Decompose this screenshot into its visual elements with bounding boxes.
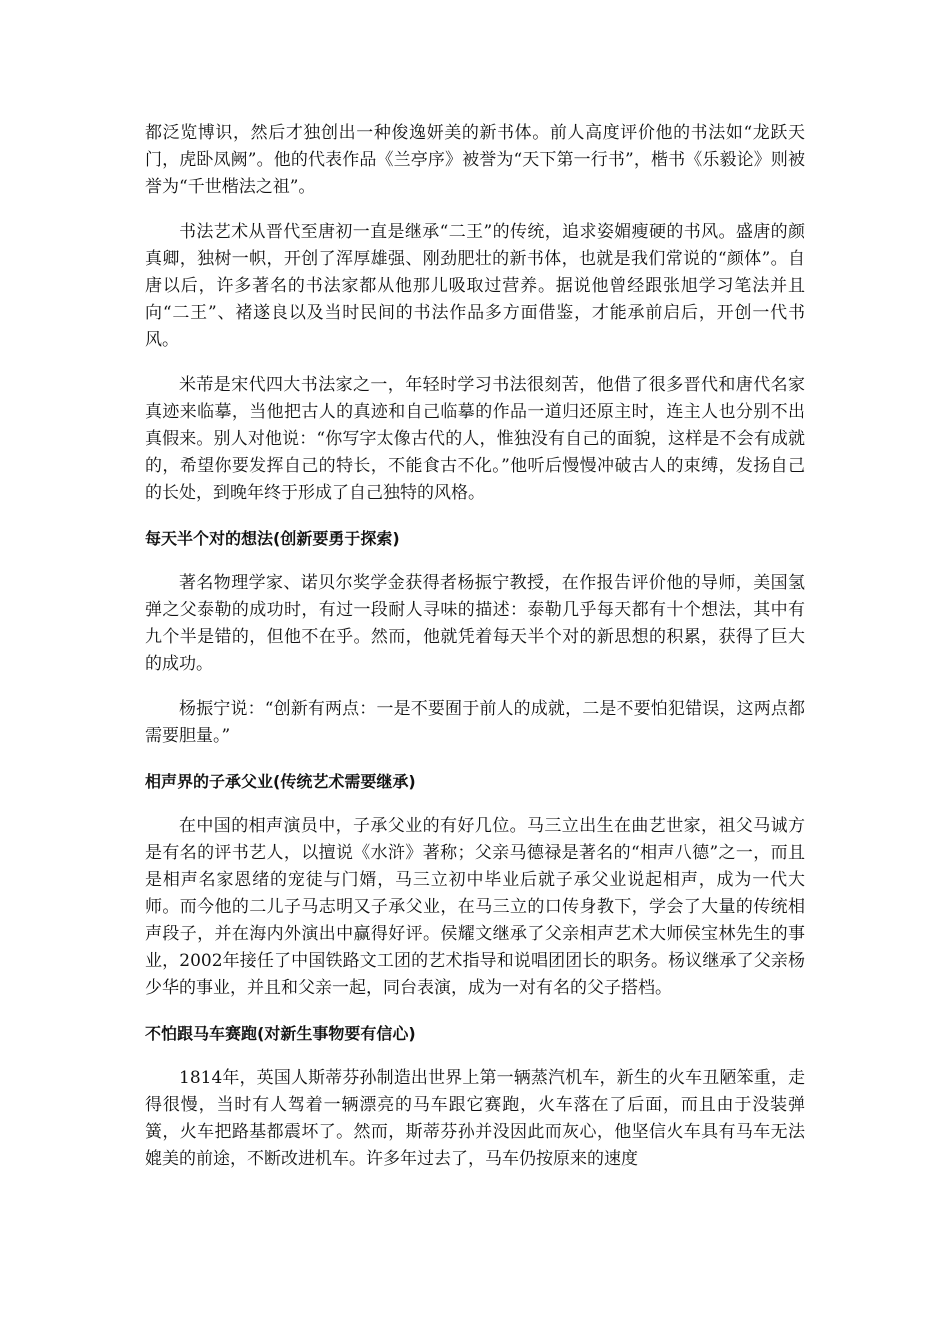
paragraph-teller: 著名物理学家、诺贝尔奖学金获得者杨振宁教授，在作报告评价他的导师，美国氢弹之父泰勒的成功时，有过一段耐人寻味的描述：泰勒几乎每天都有十个想法，其中有九个半是错的，但他不在乎。然而，他就凭着每天半个对的新思想的积累，获得了巨大的成功。	[145, 573, 805, 674]
section-heading-innovation: 每天半个对的想法(创新要勇于探索)	[145, 529, 400, 548]
paragraph-mi-fu: 米芾是宋代四大书法家之一，年轻时学习书法很刻苦，他借了很多晋代和唐代名家真迹来临摹，当他把古人的真迹和自己临摹的作品一道归还原主时，连主人也分别不出真假来。别人对他说：“你写字太像古代的人，惟独没有自己的面貌，这样是不会有成就的，希望你要发挥自己的特长，不能食古不化。”他听后慢慢冲破古人的束缚，发扬自己的长处，到晚年终于形成了自己独特的风格。	[145, 375, 805, 503]
paragraph-train: 1814年，英国人斯蒂芬孙制造出世界上第一辆蒸汽机车，新生的火车丑陋笨重，走得很慢，当时有人驾着一辆漂亮的马车跟它赛跑，火车落在了后面，而且由于没装弹簧，火车把路基都震坏了。然而，斯蒂芬孙并没因此而灰心，他坚信火车具有马车无法媲美的前途，不断改进机车。许多年过去了，马车仍按原来的速度	[145, 1068, 805, 1169]
section-heading-train: 不怕跟马车赛跑(对新生事物要有信心)	[145, 1024, 416, 1043]
section-heading-crosstalk: 相声界的子承父业(传统艺术需要继承)	[145, 772, 416, 791]
document-page	[145, 120, 805, 1191]
paragraph-crosstalk: 在中国的相声演员中，子承父业的有好几位。马三立出生在曲艺世家，祖父马诚方是有名的评书艺人，以擅说《水浒》著称；父亲马德禄是著名的“相声八德”之一，而且是相声名家恩绪的宠徒与门婿，马三立初中毕业后就子承父业说起相声，成为一代大师。而今他的二儿子马志明又子承父业，在马三立的口传身教下，学会了大量的传统相声段子，并在海内外演出中赢得好评。侯耀文继承了父亲相声艺术大师侯宝林先生的事业，2002年接任了中国铁路文工团的艺术指导和说唱团团长的职务。杨议继承了父亲杨少华的事业，并且和父亲一起，同台表演，成为一对有名的父子搭档。	[145, 816, 805, 998]
paragraph-yan-zhenqing: 书法艺术从晋代至唐初一直是继承“二王”的传统，追求姿媚瘦硬的书风。盛唐的颜真卿，独树一帜，开创了浑厚雄强、刚劲肥壮的新书体，也就是我们常说的“颜体”。自唐以后，许多著名的书法家都从他那儿吸取过营养。据说他曾经跟张旭学习笔法并且向“二王”、褚遂良以及当时民间的书法作品多方面借鉴，才能承前启后，开创一代书风。	[145, 222, 805, 350]
paragraph-wang-xizhi: 都泛览博识，然后才独创出一种俊逸妍美的新书体。前人高度评价他的书法如“龙跃天门，虎卧凤阙”。他的代表作品《兰亭序》被誉为“天下第一行书”，楷书《乐毅论》则被誉为“千世楷法之祖”。	[145, 123, 805, 197]
paragraph-yang-quote: 杨振宁说：“创新有两点：一是不要囿于前人的成就，二是不要怕犯错误，这两点都需要胆量。”	[145, 699, 805, 746]
